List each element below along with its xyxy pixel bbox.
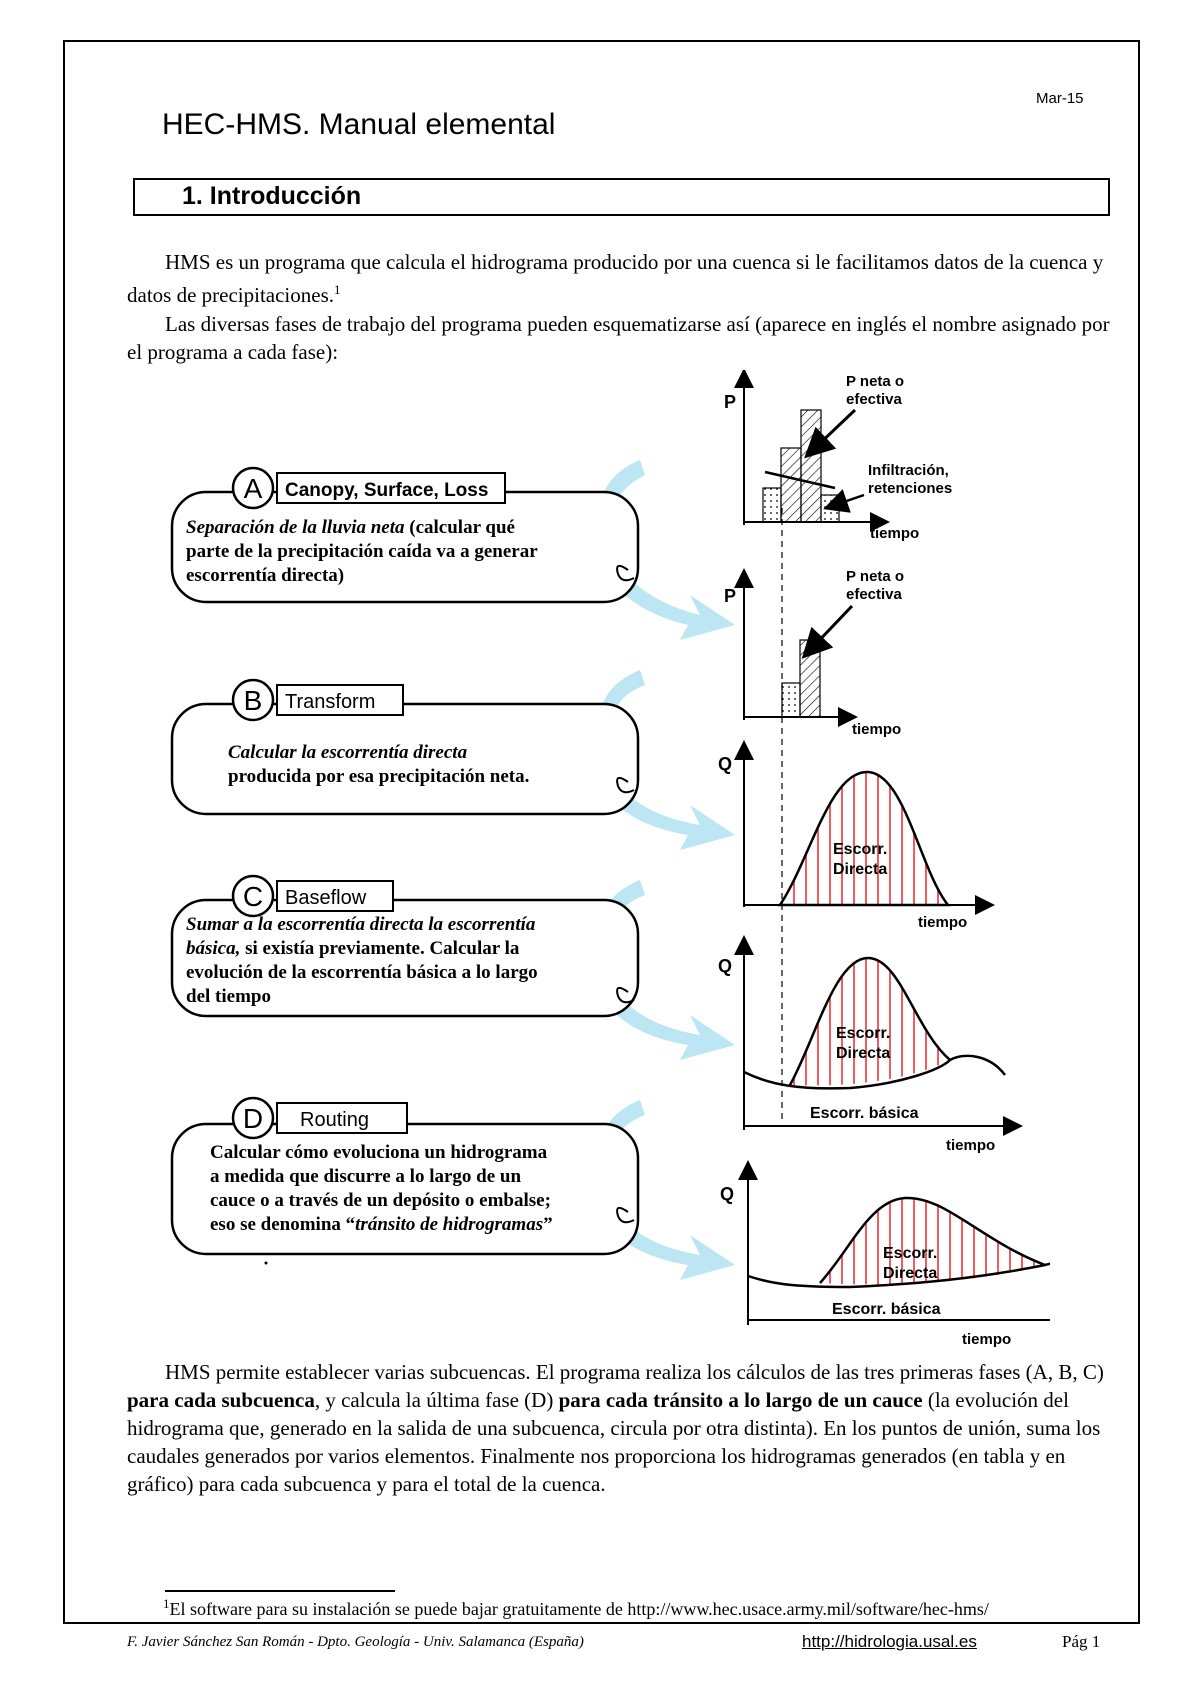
- chart2-pneta-line1: P neta o: [846, 568, 905, 585]
- document-title: HEC-HMS. Manual elemental: [162, 108, 556, 141]
- chart5-basica-label: Escorr. básica: [832, 1301, 941, 1318]
- phase-a-box: [172, 468, 638, 602]
- footer-author: F. Javier Sánchez San Román - Dpto. Geología - Univ. Salamanca (España): [127, 1634, 584, 1650]
- header-date: Mar-15: [1036, 90, 1084, 107]
- body-text-c: , y calcula la última fase (D): [314, 1388, 559, 1412]
- chart5-escorr-line2: Directa: [883, 1265, 938, 1282]
- phase-c-box: [172, 876, 638, 1016]
- rain-bar-1: [763, 488, 781, 522]
- phase-c-line2-rest: si existía previamente. Calcular la: [240, 938, 520, 959]
- footnote-ref: 1: [334, 282, 341, 297]
- phase-a-line1-rest: (calcular qué: [404, 517, 515, 538]
- body-paragraph: [127, 1358, 1117, 1498]
- phase-d-name: Routing: [300, 1109, 369, 1131]
- phase-b-name: Transform: [285, 691, 376, 713]
- footnote-mark: 1: [163, 1596, 170, 1611]
- net-bar-1: [782, 683, 800, 717]
- phase-d-line1: Calcular cómo evoluciona un hidrograma: [210, 1142, 548, 1163]
- phase-d-box: [172, 1098, 638, 1265]
- chart3-escorr-line2: Directa: [833, 861, 888, 878]
- chart4-basica-label: Escorr. básica: [810, 1105, 919, 1122]
- phases-diagram: [150, 370, 1050, 1350]
- footer-link[interactable]: http://hidrologia.usal.es: [802, 1632, 977, 1651]
- phase-c-line1: Sumar a la escorrentía directa la escorrentía: [186, 914, 536, 935]
- phase-c-letter: C: [242, 881, 264, 912]
- phase-c-line2-italic: básica,: [186, 938, 241, 959]
- chart1-pneta-line1: P neta o: [846, 373, 905, 390]
- phase-a-line2: parte de la precipitación caída va a generar: [186, 541, 538, 562]
- phase-d-line2: a medida que discurre a lo largo de un: [210, 1166, 522, 1187]
- intro-text-1: HMS es un programa que calcula el hidrograma producido por una cuenca si le facilitamos datos de la cuenca y datos de precipitaciones.: [127, 250, 1104, 307]
- chart4-time-label: tiempo: [946, 1137, 996, 1154]
- phase-a-name: Canopy, Surface, Loss: [285, 480, 489, 501]
- phase-c-line4: del tiempo: [186, 986, 271, 1007]
- phase-d-letter: D: [242, 1103, 264, 1134]
- footnote: [163, 1596, 1123, 1620]
- phase-a-line1-italic: Separación de la lluvia neta: [186, 517, 405, 538]
- intro-paragraph-2: [127, 310, 1117, 366]
- chart2-p-label: P: [724, 586, 737, 606]
- phase-d-line3: cauce o a través de un depósito o embalse;: [210, 1190, 551, 1211]
- rain-bar-4: [821, 495, 839, 522]
- chart5-q-label: Q: [720, 1184, 735, 1204]
- body-text-b: para cada subcuenca: [127, 1388, 315, 1412]
- chart1-time-label: tiempo: [870, 525, 920, 542]
- footnote-text: El software para su instalación se puede bajar gratuitamente de http://www.hec.usace.army.mil/software/hec-hms/: [169, 1599, 989, 1619]
- rain-bar-3: [801, 410, 821, 522]
- net-bar-2: [800, 640, 820, 717]
- body-text-a: HMS permite establecer varias subcuencas. El programa realiza los cálculos de las tres primeras fases (A, B, C): [165, 1360, 1104, 1384]
- chart5-time-label: tiempo: [962, 1331, 1012, 1348]
- chart1-infil-line2: retenciones: [868, 480, 953, 497]
- chart3-q-label: Q: [718, 754, 733, 774]
- chart1-infil-line1: Infiltración,: [868, 462, 949, 479]
- chart-routing: [720, 1170, 1050, 1348]
- phase-a-letter: A: [243, 473, 263, 504]
- phase-b-line2: producida por esa precipitación neta.: [228, 766, 530, 787]
- chart-baseflow: [718, 945, 1013, 1154]
- phase-c-name: Baseflow: [285, 887, 367, 909]
- section-title: 1. Introducción: [182, 182, 362, 210]
- footer-page-number: Pág 1: [1062, 1632, 1101, 1651]
- chart-rainfall-total: [724, 373, 952, 542]
- chart4-escorr-line2: Directa: [836, 1045, 891, 1062]
- intro-paragraph-1: [127, 248, 1117, 309]
- phase-b-line1: Calcular la escorrentía directa: [228, 742, 468, 763]
- chart4-q-label: Q: [718, 956, 733, 976]
- chart-direct-runoff: [718, 750, 985, 931]
- chart1-p-label: P: [724, 392, 737, 412]
- body-text-e: (la evolución del hidrograma que, generado en la salida de una subcuenca, circula por otra distinta). En los puntos de unión, suma los caudales generados por varios elementos. Finalmente nos proporciona los hidrogramas generados (en tabla y en gráfico) para cada subcuenca y para el total de la cuenca.: [127, 1388, 1101, 1496]
- intro-text-2: Las diversas fases de trabajo del programa pueden esquematizarse así (aparece en inglés el nombre asignado por el programa a cada fase):: [127, 312, 1110, 364]
- chart3-escorr-line1: Escorr.: [833, 841, 888, 858]
- chart4-escorr-line1: Escorr.: [836, 1025, 891, 1042]
- body-text-d: para cada tránsito a lo largo de un cauce: [558, 1388, 923, 1412]
- svg-text:Separación de la lluvia neta (: [186, 517, 515, 538]
- svg-text:básica, si existía previamente: [186, 938, 520, 959]
- phase-d-line4-pre: eso se denomina “: [210, 1214, 356, 1235]
- phase-a-line3: escorrentía directa): [186, 565, 345, 586]
- chart5-escorr-line1: Escorr.: [883, 1245, 938, 1262]
- footnote-rule: [165, 1590, 395, 1592]
- phase-d-line4-italic: tránsito de hidrogramas: [355, 1214, 544, 1235]
- chart2-time-label: tiempo: [852, 721, 902, 738]
- chart2-pneta-line2: efectiva: [846, 586, 902, 603]
- chart-rainfall-net: [724, 568, 904, 738]
- phase-c-line3: evolución de la escorrentía básica a lo largo: [186, 962, 538, 983]
- phase-b-letter: B: [243, 685, 263, 716]
- rain-bar-2: [781, 448, 801, 522]
- phase-b-box: [172, 680, 638, 814]
- phase-d-line4-post: ”: [543, 1214, 553, 1235]
- svg-text:eso se denomina “tránsito de h: [210, 1214, 553, 1235]
- chart3-time-label: tiempo: [918, 914, 968, 931]
- chart1-pneta-line2: efectiva: [846, 391, 902, 408]
